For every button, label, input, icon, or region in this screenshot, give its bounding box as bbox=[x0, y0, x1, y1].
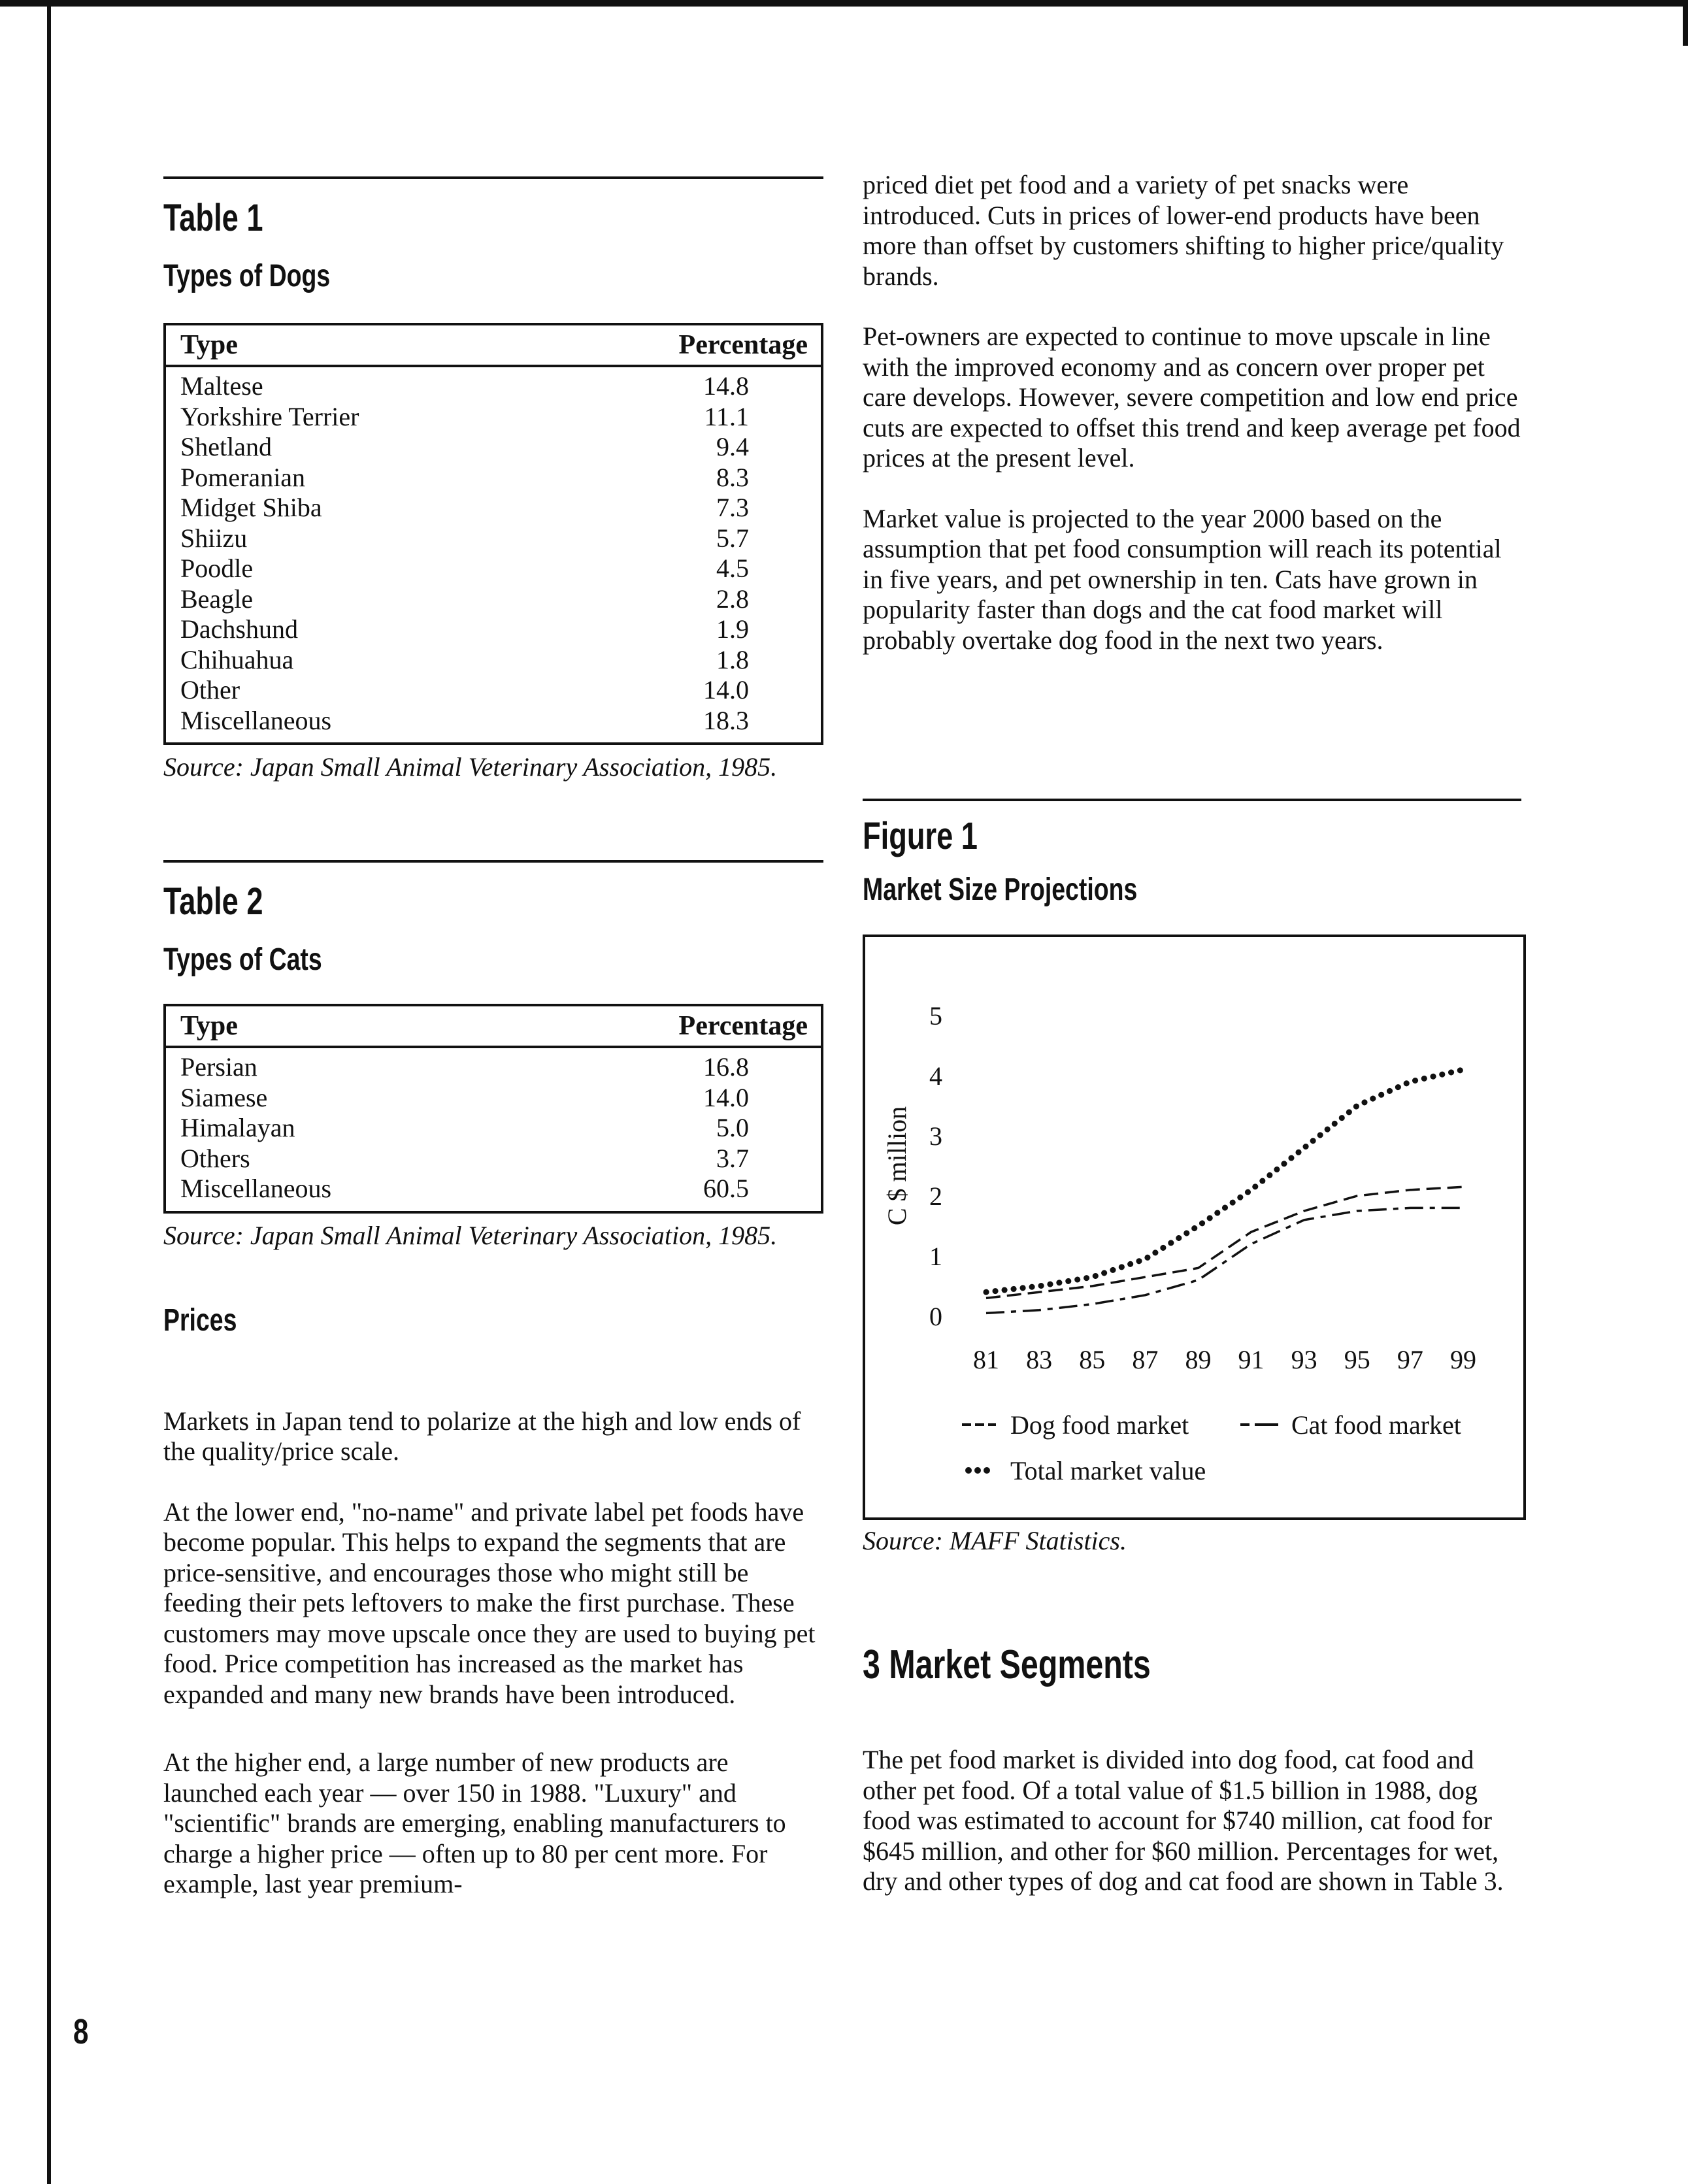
table2-subtitle: Types of Cats bbox=[163, 942, 322, 977]
x-tick-label: 85 bbox=[1079, 1345, 1106, 1374]
y-tick-label: 4 bbox=[929, 1061, 942, 1091]
dogs-row bbox=[180, 371, 808, 402]
dogs-table bbox=[163, 323, 823, 745]
dogs-type-cell: Other bbox=[180, 675, 240, 704]
table2-source: Source: Japan Small Animal Veterinary Association, 1985. bbox=[163, 1220, 778, 1250]
right-paragraph-3: Market value is projected to the year 2000 based on the assumption that pet food consumption will reach its potential in five years, and pet ownership in ten. Cats have grown in popularity faster than dogs and the cat food market will probably overtake dog food in the next two years. bbox=[863, 503, 1502, 655]
cats-table-header bbox=[166, 1006, 821, 1048]
dogs-col-type: Type bbox=[180, 330, 238, 360]
dogs-percentage-cell: 2.8 bbox=[716, 584, 749, 614]
dogs-percentage-cell: 18.3 bbox=[703, 705, 749, 735]
y-axis-label: C $ million bbox=[882, 1106, 912, 1226]
cats-type-cell: Others bbox=[180, 1143, 250, 1173]
cats-type-cell: Himalayan bbox=[180, 1113, 295, 1142]
table2-label: Table 2 bbox=[163, 880, 263, 923]
dogs-percentage-cell: 5.7 bbox=[716, 523, 749, 553]
figure1-label: Figure 1 bbox=[863, 815, 978, 857]
cats-percentage-cell: 5.0 bbox=[716, 1113, 749, 1142]
table1-rule bbox=[163, 176, 823, 179]
x-tick-label: 83 bbox=[1026, 1345, 1053, 1374]
x-tick-label: 89 bbox=[1185, 1345, 1212, 1374]
table1-source: Source: Japan Small Animal Veterinary Association, 1985. bbox=[163, 752, 778, 782]
cats-percentage-cell: 16.8 bbox=[703, 1052, 749, 1082]
dogs-col-percentage: Percentage bbox=[678, 330, 808, 360]
cats-table bbox=[163, 1004, 823, 1214]
dogs-percentage-cell: 4.5 bbox=[716, 554, 749, 583]
x-tick-label: 99 bbox=[1450, 1345, 1476, 1374]
dogs-type-cell: Miscellaneous bbox=[180, 705, 332, 735]
dogs-percentage-cell: 8.3 bbox=[716, 462, 749, 492]
top-border-rule bbox=[0, 0, 1688, 7]
dogs-percentage-cell: 1.9 bbox=[716, 614, 749, 644]
dogs-type-cell: Poodle bbox=[180, 554, 254, 583]
cats-row bbox=[180, 1113, 808, 1144]
dogs-table-body bbox=[166, 367, 821, 742]
series-line-cat-food-market bbox=[986, 1208, 1463, 1313]
cats-percentage-cell: 60.5 bbox=[703, 1174, 749, 1203]
right-border-rule bbox=[1683, 0, 1688, 46]
dogs-type-cell: Dachshund bbox=[180, 614, 298, 644]
market-segments-paragraph: The pet food market is divided into dog food, cat food and other pet food. Of a total value of $1.5 billion in 1988, dog food was estimated to account for $740 million, cat food for $645 million, and other for $60 million. Percentages for wet, dry and other types of dog and cat food are shown in Table 3. bbox=[863, 1745, 1504, 1896]
cats-type-cell: Siamese bbox=[180, 1082, 268, 1112]
dogs-type-cell: Maltese bbox=[180, 371, 263, 401]
dogs-percentage-cell: 9.4 bbox=[716, 432, 749, 461]
y-tick-label: 5 bbox=[929, 1001, 942, 1031]
prices-paragraph-2: At the lower end, "no-name" and private label pet foods have become popular. This helps to expand the segments that are price-sensitive, and encourages those who might still be feeding their pets leftovers to make the first purchase. These customers may move upscale once they are used to buying pet food. Price competition has increased as the market has expanded and many new brands have been introduced. bbox=[163, 1497, 816, 1709]
cats-row bbox=[180, 1144, 808, 1174]
series-line-total-market-value bbox=[986, 1070, 1463, 1292]
cats-percentage-cell: 14.0 bbox=[703, 1082, 749, 1112]
dogs-row bbox=[180, 463, 808, 493]
left-column bbox=[163, 176, 823, 1900]
prices-paragraph-1: Markets in Japan tend to polarize at the high and low ends of the quality/price scale. bbox=[163, 1406, 801, 1466]
dogs-row bbox=[180, 614, 808, 645]
right-column bbox=[863, 170, 1526, 655]
dogs-row bbox=[180, 432, 808, 463]
table2-rule bbox=[163, 860, 823, 863]
market-size-chart bbox=[863, 935, 1526, 1520]
y-tick-label: 3 bbox=[929, 1121, 942, 1151]
dogs-percentage-cell: 7.3 bbox=[716, 493, 749, 522]
dogs-type-cell: Yorkshire Terrier bbox=[180, 401, 359, 431]
dogs-row bbox=[180, 645, 808, 676]
dogs-row bbox=[180, 584, 808, 615]
dogs-row bbox=[180, 675, 808, 706]
dogs-type-cell: Shetland bbox=[180, 432, 272, 461]
dogs-percentage-cell: 1.8 bbox=[716, 644, 749, 674]
dogs-type-cell: Midget Shiba bbox=[180, 493, 322, 522]
cats-col-type: Type bbox=[180, 1011, 238, 1041]
left-border-rule bbox=[47, 0, 51, 2184]
y-tick-label: 2 bbox=[929, 1182, 942, 1211]
market-size-plot bbox=[865, 937, 1523, 1517]
prices-paragraph-3: At the higher end, a large number of new products are launched each year — over 150 in 1988. "Luxury" and "scientific" brands are emerging, enabling manufacturers to charge a higher price — often up to 80 per cent more. For example, last year premium- bbox=[163, 1747, 786, 1898]
cats-percentage-cell: 3.7 bbox=[716, 1143, 749, 1173]
cats-table-body bbox=[166, 1048, 821, 1211]
cats-col-percentage: Percentage bbox=[678, 1011, 808, 1041]
dogs-table-header bbox=[166, 325, 821, 367]
prices-heading: Prices bbox=[163, 1302, 237, 1338]
y-tick-label: 0 bbox=[929, 1302, 942, 1331]
cats-type-cell: Miscellaneous bbox=[180, 1174, 332, 1203]
table1-subtitle: Types of Dogs bbox=[163, 259, 331, 293]
y-tick-label: 1 bbox=[929, 1242, 942, 1271]
x-tick-label: 81 bbox=[973, 1345, 999, 1374]
right-paragraph-2: Pet-owners are expected to continue to move upscale in line with the improved economy and as concern over proper pet care develops. However, severe competition and low end price cuts are expected to offset this trend and keep average pet food prices at the present level. bbox=[863, 322, 1521, 472]
dogs-percentage-cell: 11.1 bbox=[704, 401, 749, 431]
legend-total-label: Total market value bbox=[1010, 1456, 1206, 1485]
x-tick-label: 97 bbox=[1397, 1345, 1423, 1374]
dogs-type-cell: Pomeranian bbox=[180, 462, 306, 492]
dogs-type-cell: Chihuahua bbox=[180, 644, 294, 674]
cats-row bbox=[180, 1052, 808, 1083]
dogs-row bbox=[180, 402, 808, 433]
market-segments-heading: 3 Market Segments bbox=[863, 1642, 1151, 1687]
legend-total-marker-dot bbox=[984, 1467, 990, 1474]
dogs-row bbox=[180, 554, 808, 584]
dogs-row bbox=[180, 706, 808, 736]
table1-label: Table 1 bbox=[163, 197, 263, 239]
x-tick-label: 93 bbox=[1291, 1345, 1317, 1374]
dogs-type-cell: Beagle bbox=[180, 584, 254, 614]
dogs-row bbox=[180, 493, 808, 523]
figure1-subtitle: Market Size Projections bbox=[863, 872, 1138, 907]
dogs-percentage-cell: 14.8 bbox=[703, 371, 749, 401]
figure1-rule bbox=[863, 799, 1521, 801]
x-tick-label: 87 bbox=[1132, 1345, 1159, 1374]
dogs-percentage-cell: 14.0 bbox=[703, 675, 749, 704]
x-tick-label: 91 bbox=[1238, 1345, 1265, 1374]
legend-cat-label: Cat food market bbox=[1291, 1410, 1461, 1440]
cats-row bbox=[180, 1083, 808, 1114]
x-tick-label: 95 bbox=[1344, 1345, 1370, 1374]
legend-total-marker-dot bbox=[974, 1467, 981, 1474]
dogs-row bbox=[180, 523, 808, 554]
figure1-source: Source: MAFF Statistics. bbox=[863, 1526, 1127, 1555]
legend-total-marker-dot bbox=[965, 1467, 972, 1474]
legend-dog-label: Dog food market bbox=[1010, 1410, 1189, 1440]
right-paragraph-1: priced diet pet food and a variety of pet snacks were introduced. Cuts in prices of lower-end products have been more than offset by customers shifting to higher price/quality brands. bbox=[863, 170, 1504, 291]
page-number: 8 bbox=[73, 2012, 89, 2051]
cats-type-cell: Persian bbox=[180, 1052, 257, 1082]
cats-row bbox=[180, 1174, 808, 1204]
dogs-type-cell: Shiizu bbox=[180, 523, 248, 553]
